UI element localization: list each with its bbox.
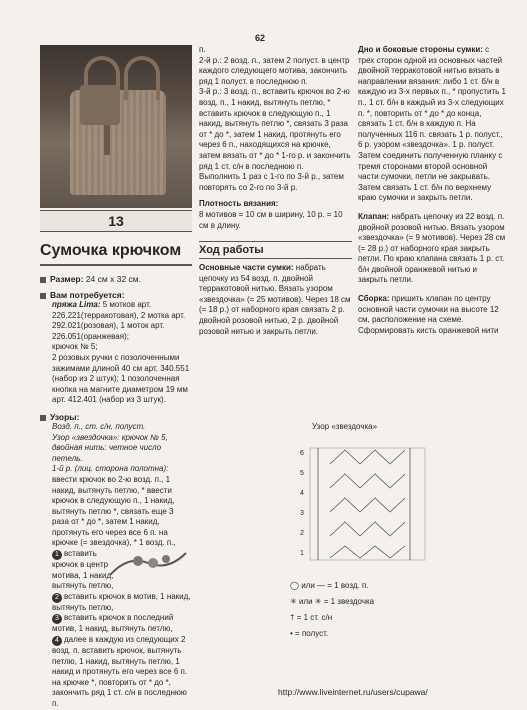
column-1 bbox=[40, 45, 192, 710]
crochet-hook-sketch-icon bbox=[108, 545, 188, 581]
bag-photo bbox=[40, 45, 192, 208]
legend bbox=[290, 578, 490, 642]
legend-dc: † = 1 ст. с/н bbox=[290, 613, 333, 622]
legend-star: ✳ или ✳ = 1 звездочка bbox=[290, 597, 375, 606]
pattern-item-2: 2 вставить крючок в мотив, 1 накид, вытянуть петлю, bbox=[52, 591, 191, 612]
materials-heading: Вам потребуется: bbox=[40, 290, 192, 300]
materials-hook: крючок № 5; bbox=[52, 342, 98, 352]
bullet-square-icon bbox=[40, 415, 46, 421]
patterns-line2: Узор «звездочка»: крючок № 5, двойная нить: четное число петель. bbox=[52, 432, 168, 463]
bullet-square-icon bbox=[40, 277, 46, 283]
bottom-section: Дно и боковые стороны сумки: с трех сторон одной из основных частей двойной терракотовой нитью вязать в направлении вязания: либо 1 ст. б/н в каждую из 3-х первых п., * пропустить 1 п., 1 ст. б/н в каждый из 3-х следующих п. *, повторить от * до * до конца, связать 1 ст. б/н в каждую п. На полученных 116 п. связать 1 р. полуст., 6 р. узором «звездочка». 1 р. полуст. Затем соединить полученную планку с тремя сторонами второй основной части сумочки, петли не закрывать. Затем связать 1 ст. б/н по верхнему краю сумочки и закрыть петли. bbox=[358, 45, 506, 203]
star-stitch-diagram bbox=[300, 424, 510, 594]
row-label-2: 2 bbox=[300, 530, 304, 537]
row2-instructions: 2-й р.: 2 возд. п., затем 2 полуст. в центр каждого следующего мотива, закончить ряд 1 полуст. в последнюю п. bbox=[199, 55, 350, 86]
page-number: 62 bbox=[255, 33, 266, 43]
bag-flap-image bbox=[80, 85, 120, 125]
density-heading: Плотность вязания: bbox=[199, 199, 279, 209]
column-3 bbox=[358, 45, 506, 336]
star-symbol-icon: ✳ bbox=[290, 597, 297, 606]
diagram-title: Узор «звездочка» bbox=[312, 422, 378, 431]
flap-section: Клапан: набрать цепочку из 22 возд. п. двойной розовой нитью. Вязать узором «звездочка» (= 9 мотивов). Через 28 см (= 28 р.) от наборного края закрыть петли. По краю клапана связать 1 р. ст. б/н двойной оранжевой нитью и закрыть петли. bbox=[358, 211, 506, 285]
row3-instructions: 3-й р.: 3 возд. п., вставить крючок во 2-ю возд. п., 1 накид, вытянуть петлю, * вставить крючок в следующую п., 1 накид, вытянуть петлю *, связать 3 раза от * до *, затем 1 накид, протянуть его через 6 п., находящихся на крючке, затем вязать от * до * 1-го р. и закончить ряд 1 ст. с/н в последнюю п. bbox=[199, 87, 351, 171]
progress-heading: Ход работы bbox=[199, 241, 352, 259]
pattern-item-3: 3 вставить крючок в последний мотив, 1 накид, вытянуть петлю, bbox=[52, 613, 174, 634]
patterns-row1: 1-й р. (лиц. сторона полотна): ввести крючок во 2-ю возд. п., 1 накид, вытянуть петлю, * ввести крючок в следующую п., 1 накид, вытянуть петлю *, связать еще 3 раза от * до *, затем 1 накид, протянуть его через все 6 п. на крючке (= звездочка), * 1 возд. п., bbox=[52, 464, 176, 548]
source-url: http://www.liveinternet.ru/users/cupawa/ bbox=[278, 687, 428, 697]
row-label-4: 4 bbox=[300, 490, 304, 497]
legend-chain: ◯ или — = 1 возд. п. bbox=[290, 581, 369, 590]
chain-symbol-alt-icon: — bbox=[317, 581, 326, 590]
size-section: Размер: 24 см х 32 см. bbox=[40, 274, 192, 284]
pattern-item-4: 4 далее в каждую из следующих 2 возд. п. вставить крючок, вытянуть петлю, 1 накид, вытянуть петлю, 1 накид и протянуть его через все 6 п. на крючке *, повторить от * до *, закончить ряд 1 ст. с/н в последнюю п. bbox=[52, 635, 188, 708]
row-label-1: 1 bbox=[300, 550, 304, 557]
row-label-5: 5 bbox=[300, 470, 304, 477]
project-title: Сумочка крючком bbox=[40, 242, 192, 266]
row-label-6: 6 bbox=[300, 450, 304, 457]
density-text: 8 мотивов = 10 см в ширину, 10 р. = 10 см в длину. bbox=[199, 209, 343, 230]
column-2 bbox=[199, 45, 352, 337]
patterns-line1: Возд. п., ст. с/н, полуст. bbox=[52, 421, 146, 431]
step-1-icon: 1 bbox=[52, 550, 62, 560]
materials-text: пряжа Lima: 5 мотков арт. 226.221(терракотовая), 2 мотка арт. 292.021(розовая), 1 моток арт. 226.051(оранжевая); bbox=[52, 300, 186, 341]
col2-top: п. bbox=[199, 45, 206, 54]
step-3-icon: 3 bbox=[52, 614, 62, 624]
project-number: 13 bbox=[40, 210, 192, 232]
double-crochet-icon: † bbox=[290, 613, 295, 622]
assembly-section: Сборка: пришить клапан по центру основной части сумочки на высоте 12 см, расположение на схеме. Сформировать кисть оранжевой нити bbox=[358, 294, 499, 335]
repeat-instructions: Выполнить 1 раз с 1-го по 3-й р., затем повторять со 2-го по 3-й р. bbox=[199, 172, 344, 192]
main-parts: Основные части сумки: набрать цепочку из 54 возд. п. двойной терракотовой нитью. Вязать узором «звездочка» (= 25 мотивов). Через 18 см (= 18 р.) от наборного края связать 2 р. двойной розовой нитью, 2 р. двойной розовой нитью и закрыть петли. bbox=[199, 263, 351, 336]
row-label-3: 3 bbox=[300, 510, 304, 517]
materials-handles: 2 розовых ручки с позолоченными зажимами длиной 40 см арт. 340.551 (набор из 2 штук); 1 позолоченная кнопка на магните диаметром 19 мм арт. 412.401 (набор из 3 штук). bbox=[52, 352, 190, 405]
patterns-heading: Узоры: bbox=[40, 412, 192, 422]
tassel-image bbox=[104, 125, 110, 155]
star-symbol-alt-icon: ✳ bbox=[314, 597, 322, 606]
chain-symbol-icon: ◯ bbox=[290, 581, 299, 590]
pattern-item-1: 1 вставить крючок в центр мотива, 1 накид, вытянуть петлю, bbox=[52, 549, 114, 591]
legend-sl: • = полуст. bbox=[290, 629, 329, 638]
step-2-icon: 2 bbox=[52, 593, 62, 603]
step-4-icon: 4 bbox=[52, 636, 62, 646]
stitch-chart-svg bbox=[300, 438, 510, 588]
slip-stitch-icon: • bbox=[290, 629, 293, 638]
bullet-square-icon bbox=[40, 293, 46, 299]
